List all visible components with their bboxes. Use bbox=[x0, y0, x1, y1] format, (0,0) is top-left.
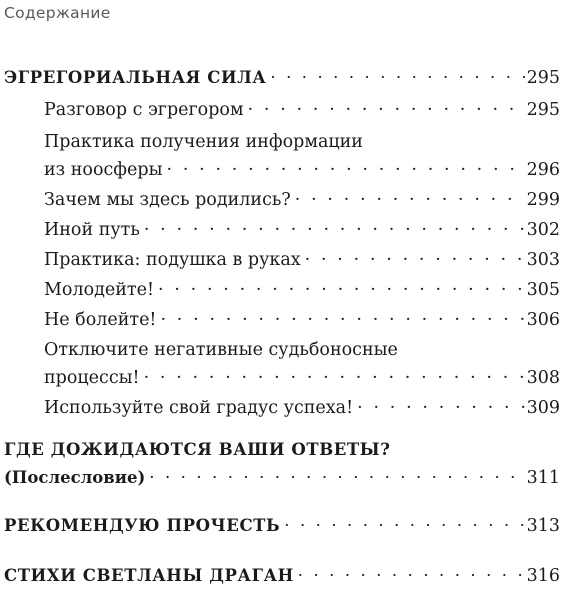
toc-entry-get-younger[interactable] bbox=[44, 280, 560, 300]
toc-entry-success-degree[interactable] bbox=[44, 398, 560, 418]
toc-entry-title-continued: из ноосферы bbox=[44, 160, 163, 180]
toc-leader-dots bbox=[144, 368, 525, 388]
toc-leader-dots bbox=[305, 250, 525, 270]
toc-entry-noosphere-line1[interactable] bbox=[44, 132, 560, 152]
toc-entry-conversation[interactable] bbox=[44, 100, 560, 120]
toc-page-number: 303 bbox=[526, 250, 560, 270]
toc-leader-dots bbox=[160, 310, 524, 330]
toc-section-egregorial-power[interactable] bbox=[4, 68, 560, 88]
toc-leader-dots bbox=[158, 280, 525, 300]
toc-leader-dots bbox=[298, 566, 525, 585]
toc-entry-title: Используйте свой градус успеха! bbox=[44, 398, 354, 418]
toc-page-number: 313 bbox=[526, 516, 560, 536]
toc-page-number: 302 bbox=[526, 220, 560, 240]
page-header: Содержание bbox=[4, 4, 111, 22]
toc-section-poems[interactable] bbox=[4, 566, 560, 586]
toc-section-answers-line1[interactable] bbox=[4, 440, 560, 459]
toc-section-recommend[interactable] bbox=[4, 516, 560, 536]
toc-leader-dots bbox=[167, 160, 525, 180]
toc-page-number: 299 bbox=[526, 190, 560, 210]
toc-leader-dots bbox=[270, 68, 524, 87]
toc-leader-dots bbox=[284, 516, 524, 535]
toc-page-number: 309 bbox=[526, 398, 560, 418]
toc-entry-dont-get-sick[interactable] bbox=[44, 310, 560, 330]
toc-leader-dots bbox=[248, 100, 525, 120]
toc-entry-title: Зачем мы здесь родились? bbox=[44, 190, 291, 210]
toc-page-number: 306 bbox=[526, 310, 560, 330]
toc-entry-title: Практика: подушка в руках bbox=[44, 250, 301, 270]
toc-entry-other-way[interactable] bbox=[44, 220, 560, 240]
toc-section-title: СТИХИ СВЕТЛАНЫ ДРАГАН bbox=[4, 566, 294, 585]
toc-page-number: 305 bbox=[526, 280, 560, 300]
toc-section-title: ГДЕ ДОЖИДАЮТСЯ ВАШИ ОТВЕТЫ? bbox=[4, 440, 391, 459]
toc-page-number: 308 bbox=[526, 368, 560, 388]
toc-entry-disable-processes-line1[interactable] bbox=[44, 340, 560, 360]
toc-entry-pillow-practice[interactable] bbox=[44, 250, 560, 270]
toc-entry-title: Разговор с эгрегором bbox=[44, 100, 244, 120]
toc-entry-title: Не болейте! bbox=[44, 310, 157, 330]
toc-page-number: 316 bbox=[526, 566, 560, 586]
toc-page-number: 295 bbox=[526, 68, 560, 88]
toc-page-number: 311 bbox=[526, 468, 560, 488]
toc-leader-dots bbox=[144, 220, 525, 240]
toc-leader-dots bbox=[357, 398, 524, 418]
toc-leader-dots bbox=[149, 468, 524, 487]
toc-entry-title: Отключите негативные судьбоносные bbox=[44, 340, 398, 360]
toc-section-title-continued: (Послесловие) bbox=[4, 468, 146, 487]
toc-section-answers-line2[interactable] bbox=[4, 468, 560, 488]
toc-entry-title: Иной путь bbox=[44, 220, 140, 240]
toc-entry-title: Практика получения информации bbox=[44, 132, 363, 152]
toc-entry-title-continued: процессы! bbox=[44, 368, 140, 388]
toc-section-title: РЕКОМЕНДУЮ ПРОЧЕСТЬ bbox=[4, 516, 281, 535]
toc-entry-title: Молодейте! bbox=[44, 280, 154, 300]
toc-page-number: 296 bbox=[526, 160, 560, 180]
toc-entry-why-born[interactable] bbox=[44, 190, 560, 210]
toc-leader-dots bbox=[295, 190, 525, 210]
toc-entry-noosphere-line2[interactable] bbox=[44, 160, 560, 180]
toc-section-title: ЭГРЕГОРИАЛЬНАЯ СИЛА bbox=[4, 68, 267, 87]
toc-page-number: 295 bbox=[526, 100, 560, 120]
toc-entry-disable-processes-line2[interactable] bbox=[44, 368, 560, 388]
